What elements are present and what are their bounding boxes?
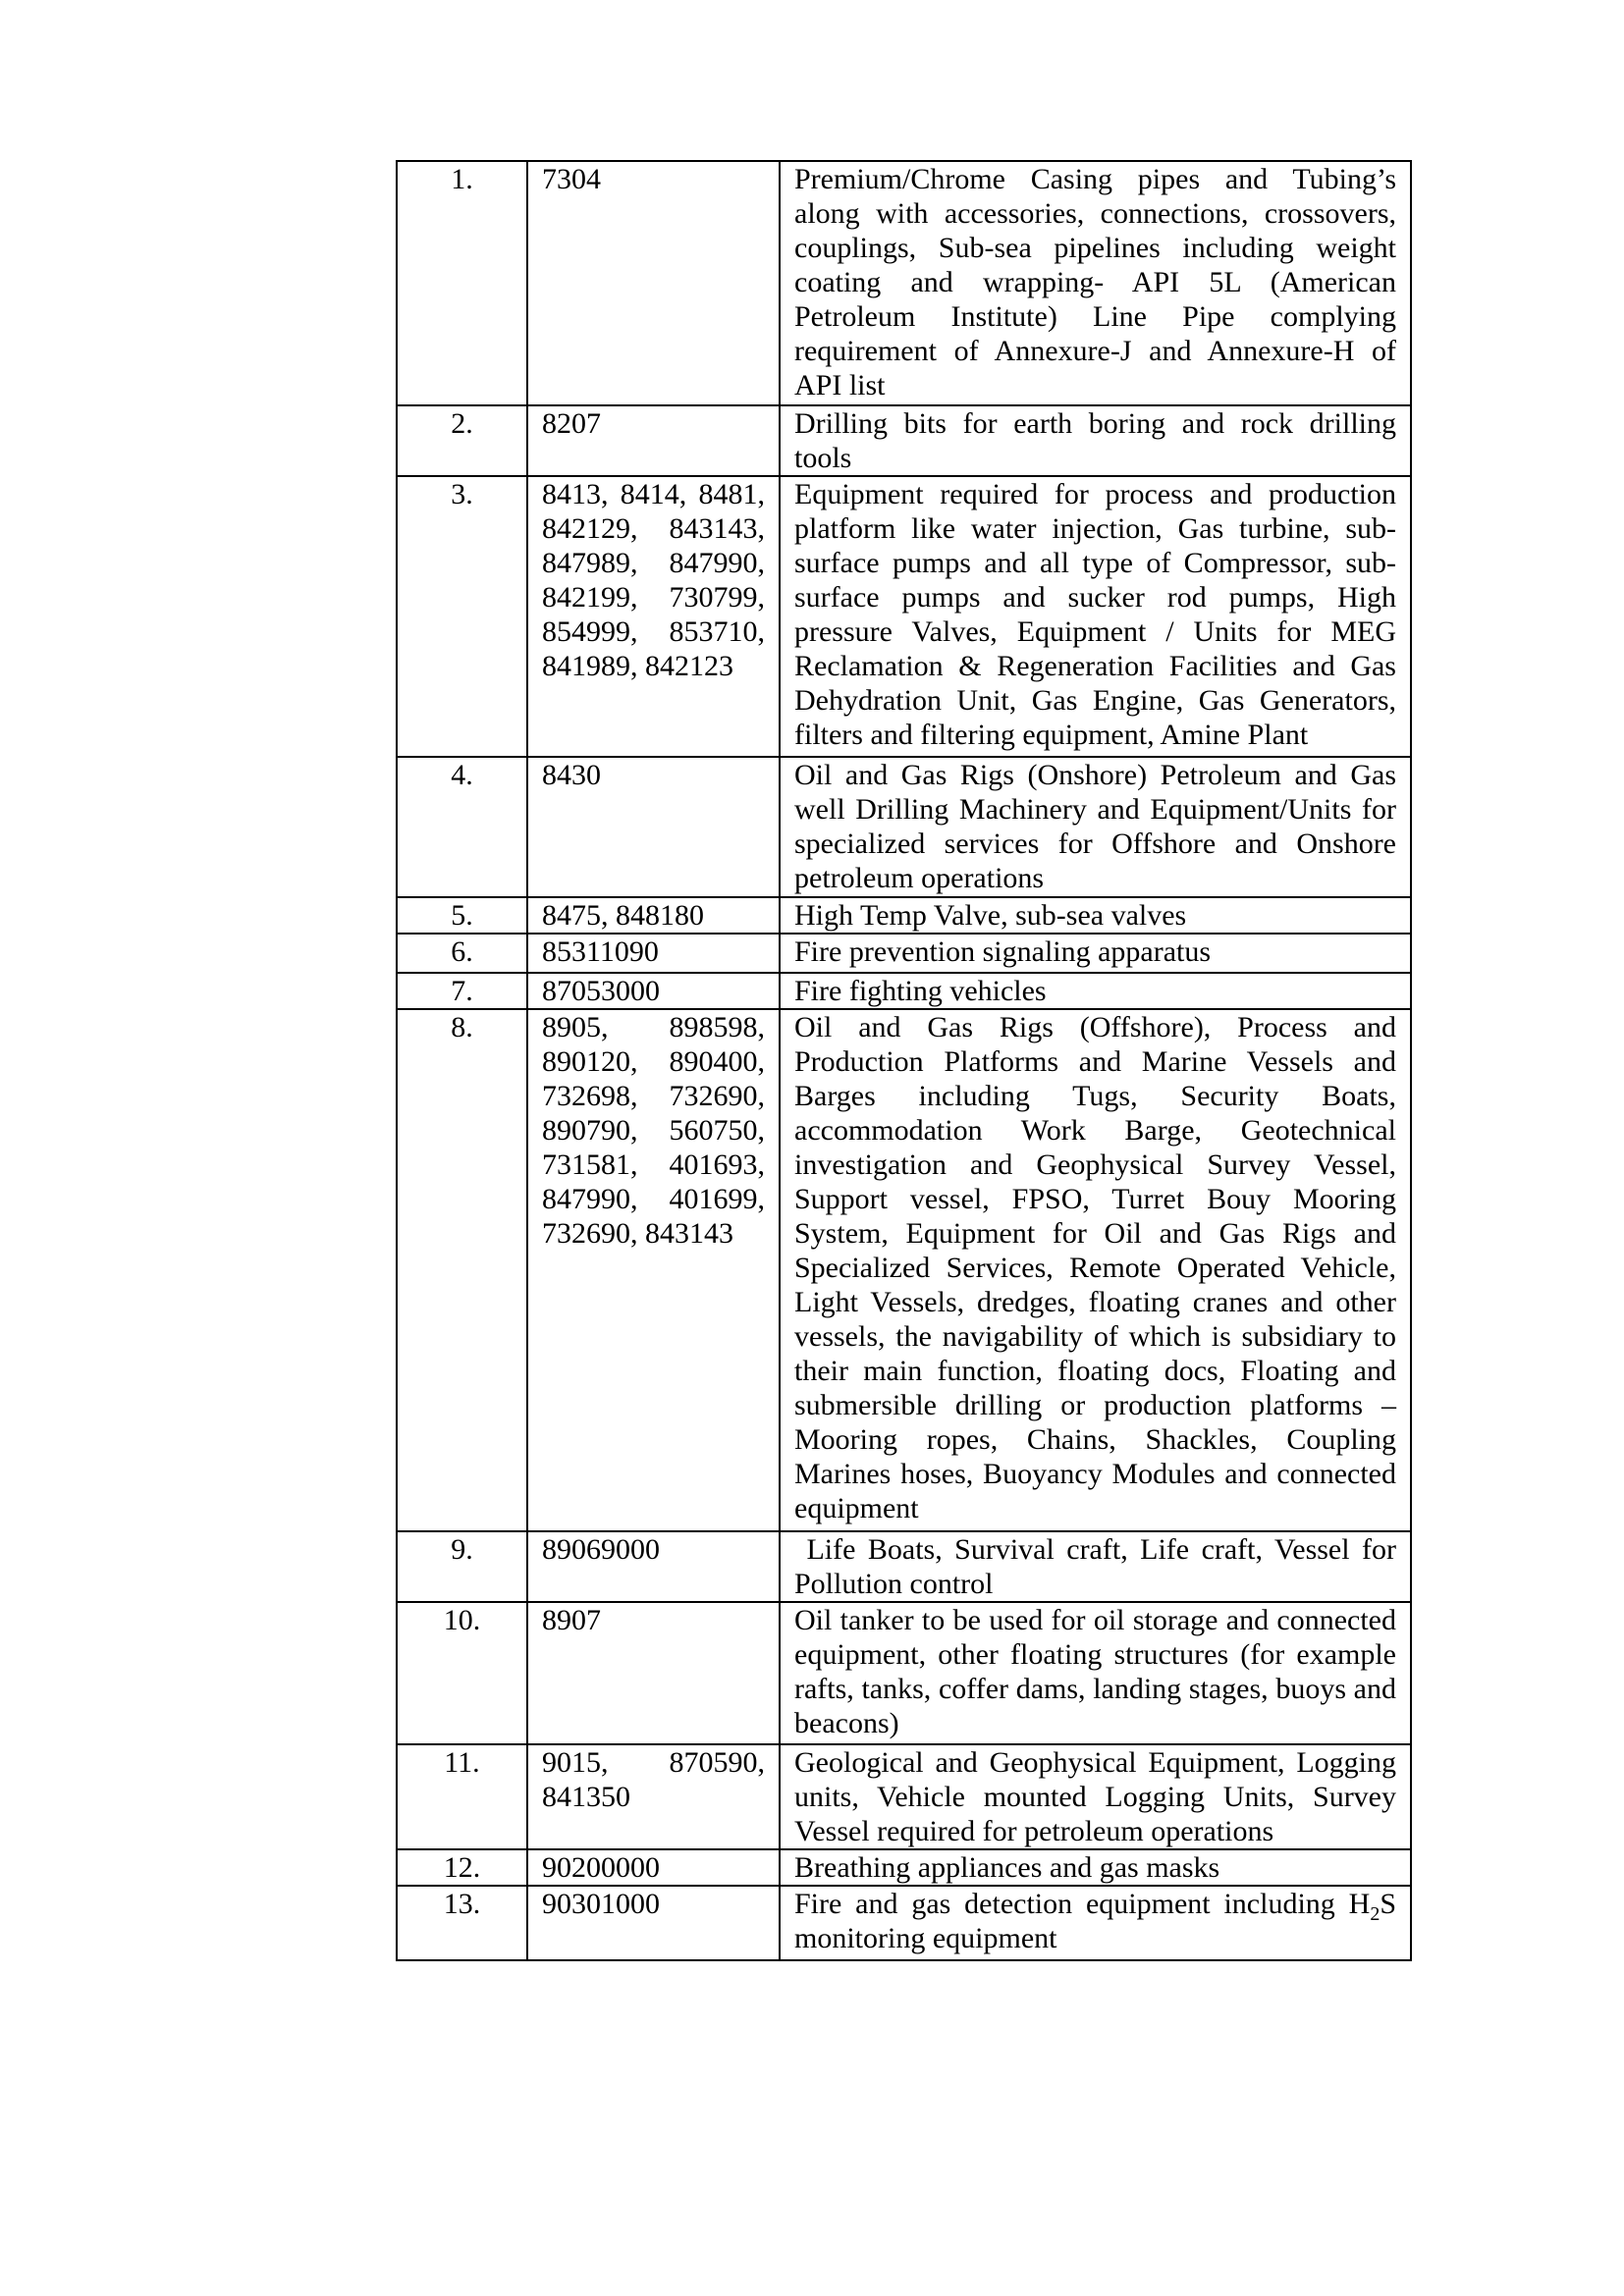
item-description: Fire fighting vehicles	[780, 973, 1411, 1009]
hs-code: 8207	[527, 405, 780, 476]
table-row	[397, 1009, 1411, 1531]
table-row	[397, 757, 1411, 897]
serial-number: 11.	[397, 1744, 527, 1849]
table-row	[397, 161, 1411, 405]
subscript-digit: 2	[1370, 1903, 1380, 1925]
table-row	[397, 1602, 1411, 1744]
serial-number: 4.	[397, 757, 527, 897]
table-row	[397, 405, 1411, 476]
serial-number: 1.	[397, 161, 527, 405]
item-description	[780, 1886, 1411, 1960]
table-row	[397, 1849, 1411, 1886]
table-row	[397, 897, 1411, 934]
description-text-continued: S monitoring equipment	[794, 1888, 1396, 1954]
serial-number: 3.	[397, 476, 527, 757]
hs-code: 85311090	[527, 934, 780, 973]
item-description: Drilling bits for earth boring and rock drilling tools	[780, 405, 1411, 476]
table-row	[397, 973, 1411, 1009]
serial-number: 8.	[397, 1009, 527, 1531]
item-description: Life Boats, Survival craft, Life craft, Vessel for Pollution control	[780, 1531, 1411, 1602]
description-text: Fire and gas detection equipment including H	[794, 1888, 1371, 1920]
hs-code-table	[396, 160, 1412, 1961]
hs-code: 87053000	[527, 973, 780, 1009]
table-row	[397, 1531, 1411, 1602]
item-description: Oil and Gas Rigs (Onshore) Petroleum and Gas well Drilling Machinery and Equipment/Units for specialized services for Offshore and Onshore petroleum operations	[780, 757, 1411, 897]
serial-number: 2.	[397, 405, 527, 476]
hs-code: 8413, 8414, 8481, 842129, 843143, 847989, 847990, 842199, 730799, 854999, 853710, 841989, 842123	[527, 476, 780, 757]
serial-number: 13.	[397, 1886, 527, 1960]
item-description: Premium/Chrome Casing pipes and Tubing’s along with accessories, connections, crossovers, couplings, Sub-sea pipelines including weight coating and wrapping- API 5L (American Petroleum Institute) Line Pipe complying requirement of Annexure-J and Annexure-H of API list	[780, 161, 1411, 405]
serial-number: 6.	[397, 934, 527, 973]
table-row	[397, 1744, 1411, 1849]
item-description: Oil tanker to be used for oil storage and connected equipment, other floating structures (for example rafts, tanks, coffer dams, landing stages, buoys and beacons)	[780, 1602, 1411, 1744]
item-description: Geological and Geophysical Equipment, Logging units, Vehicle mounted Logging Units, Survey Vessel required for petroleum operations	[780, 1744, 1411, 1849]
hs-code: 7304	[527, 161, 780, 405]
item-description: Fire prevention signaling apparatus	[780, 934, 1411, 973]
hs-code: 8430	[527, 757, 780, 897]
table-row	[397, 934, 1411, 973]
hs-code: 90200000	[527, 1849, 780, 1886]
hs-code: 9015, 870590, 841350	[527, 1744, 780, 1849]
serial-number: 5.	[397, 897, 527, 934]
table-row	[397, 476, 1411, 757]
serial-number: 10.	[397, 1602, 527, 1744]
hs-code: 8475, 848180	[527, 897, 780, 934]
hs-code: 8905, 898598, 890120, 890400, 732698, 732690, 890790, 560750, 731581, 401693, 847990, 401699, 732690, 843143	[527, 1009, 780, 1531]
item-description: Breathing appliances and gas masks	[780, 1849, 1411, 1886]
item-description: Equipment required for process and production platform like water injection, Gas turbine, sub-surface pumps and all type of Compressor, sub-surface pumps and sucker rod pumps, High pressure Valves, Equipment / Units for MEG Reclamation & Regeneration Facilities and Gas Dehydration Unit, Gas Engine, Gas Generators, filters and filtering equipment, Amine Plant	[780, 476, 1411, 757]
serial-number: 9.	[397, 1531, 527, 1602]
hs-code: 8907	[527, 1602, 780, 1744]
serial-number: 7.	[397, 973, 527, 1009]
hs-code: 90301000	[527, 1886, 780, 1960]
item-description: Oil and Gas Rigs (Offshore), Process and Production Platforms and Marine Vessels and Barges including Tugs, Security Boats, accommodation Work Barge, Geotechnical investigation and Geophysical Survey Vessel, Support vessel, FPSO, Turret Bouy Mooring System, Equipment for Oil and Gas Rigs and Specialized Services, Remote Operated Vehicle, Light Vessels, dredges, floating cranes and other vessels, the navigability of which is subsidiary to their main function, floating docs, Floating and submersible drilling or production platforms – Mooring ropes, Chains, Shackles, Coupling Marines hoses, Buoyancy Modules and connected equipment	[780, 1009, 1411, 1531]
item-description: High Temp Valve, sub-sea valves	[780, 897, 1411, 934]
serial-number: 12.	[397, 1849, 527, 1886]
hs-code: 89069000	[527, 1531, 780, 1602]
table-row	[397, 1886, 1411, 1960]
